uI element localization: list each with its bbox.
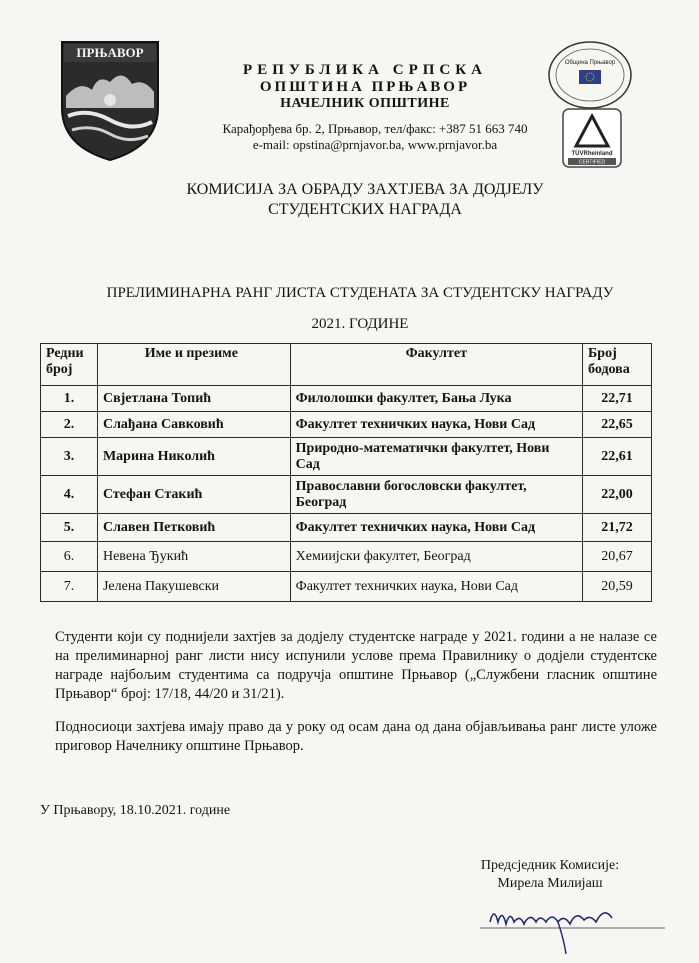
table-header-row [41, 344, 652, 386]
row-points: 20,67 [583, 542, 652, 572]
appeal-paragraph: Подносиоци захтјева имају право да у року од осам дана од дана објављивања ранг листе уложе приговор Начелнику општине Прњавор. [55, 719, 657, 754]
row-faculty: Факултет техничких наука, Нови Сад [290, 514, 582, 542]
row-points: 22,61 [583, 438, 652, 476]
place-date: У Прњавору, 18.10.2021. године [40, 803, 231, 818]
signatory-name: Мирела Милијаш [497, 876, 603, 891]
municipality-crest [58, 38, 162, 162]
table-row [41, 412, 652, 438]
table-row [41, 476, 652, 514]
row-points: 22,65 [583, 412, 652, 438]
handwritten-signature [480, 892, 670, 962]
row-name: Слађана Савковић [97, 412, 290, 438]
tuv-label: TÜVRheinland [571, 151, 613, 157]
row-name: Славен Петковић [97, 514, 290, 542]
row-faculty: Факултет техничких наука, Нови Сад [290, 572, 582, 602]
row-name: Стефан Стакић [97, 476, 290, 514]
row-points: 22,00 [583, 476, 652, 514]
commission-line-2: СТУДЕНТСКИХ НАГРАДА [268, 201, 462, 218]
row-faculty: Филолошки факултет, Бања Лука [290, 386, 582, 412]
header-points: Број бодова [583, 344, 652, 386]
signatory-role: Предсједник Комисије: [480, 858, 620, 873]
row-faculty: Факултет техничких наука, Нови Сад [290, 412, 582, 438]
table-row [41, 514, 652, 542]
row-faculty: Православни богословски факултет, Београд [290, 476, 582, 514]
table-row [41, 386, 652, 412]
header-contact: e-mail: opstina@prnjavor.ba, www.prnjavor.ba [252, 137, 498, 152]
tuv-certified-label: CERTIFIED [578, 159, 606, 166]
document-year: 2021. ГОДИНЕ [311, 316, 409, 332]
row-rank: 2. [41, 412, 98, 438]
row-rank: 7. [41, 572, 98, 602]
row-points: 20,59 [583, 572, 652, 602]
row-rank: 6. [41, 542, 98, 572]
document-title: ПРЕЛИМИНАРНА РАНГ ЛИСТА СТУДЕНАТА ЗА СТУДЕНТСКУ НАГРАДУ [106, 285, 614, 301]
eligibility-paragraph: Студенти који су поднијели захтјев за додјелу студентске награде у 2021. години а не налазе се на прелиминарној ранг листи нису испунили услове према Правилнику о додјели студентске награде најбољим студентима са подручја општине Прњавор („Службени гласник општине Прњавор“ број: 17/18, 44/20 и 31/21). [55, 629, 657, 702]
seal-caption: Община Прњавор [564, 60, 616, 66]
header-mayor: НАЧЕЛНИК ОПШТИНЕ [280, 96, 450, 111]
table-row [41, 438, 652, 476]
tuv-certified-seal [562, 108, 622, 168]
row-name: Јелена Пакушевски [97, 572, 290, 602]
commission-title [130, 180, 600, 220]
row-faculty: Природно-математички факултет, Нови Сад [290, 438, 582, 476]
header-municipality: ОПШТИНА ПРЊАВОР [259, 79, 471, 95]
row-rank: 5. [41, 514, 98, 542]
crest-label: ПРЊАВОР [76, 45, 144, 60]
row-rank: 4. [41, 476, 98, 514]
row-rank: 1. [41, 386, 98, 412]
header-address: Карађорђева бр. 2, Прњавор, тел/факс: +387 51 663 740 [222, 121, 528, 136]
row-points: 22,71 [583, 386, 652, 412]
row-rank: 3. [41, 438, 98, 476]
row-name: Невена Ђукић [97, 542, 290, 572]
eu-certificate-seal [547, 40, 633, 110]
commission-line-1: КОМИСИЈА ЗА ОБРАДУ ЗАХТЈЕВА ЗА ДОДЈЕЛУ [186, 181, 544, 198]
row-faculty: Хемиијски факултет, Београд [290, 542, 582, 572]
row-name: Марина Николић [97, 438, 290, 476]
ranking-table [40, 343, 652, 602]
table-row [41, 542, 652, 572]
row-name: Свјетлана Топић [97, 386, 290, 412]
row-points: 21,72 [583, 514, 652, 542]
header-faculty: Факултет [290, 344, 582, 386]
header-republic: РЕПУБЛИКА СРПСКА [243, 62, 487, 78]
header-rank: Редни број [41, 344, 98, 386]
header-name: Име и презиме [97, 344, 290, 386]
table-row [41, 572, 652, 602]
